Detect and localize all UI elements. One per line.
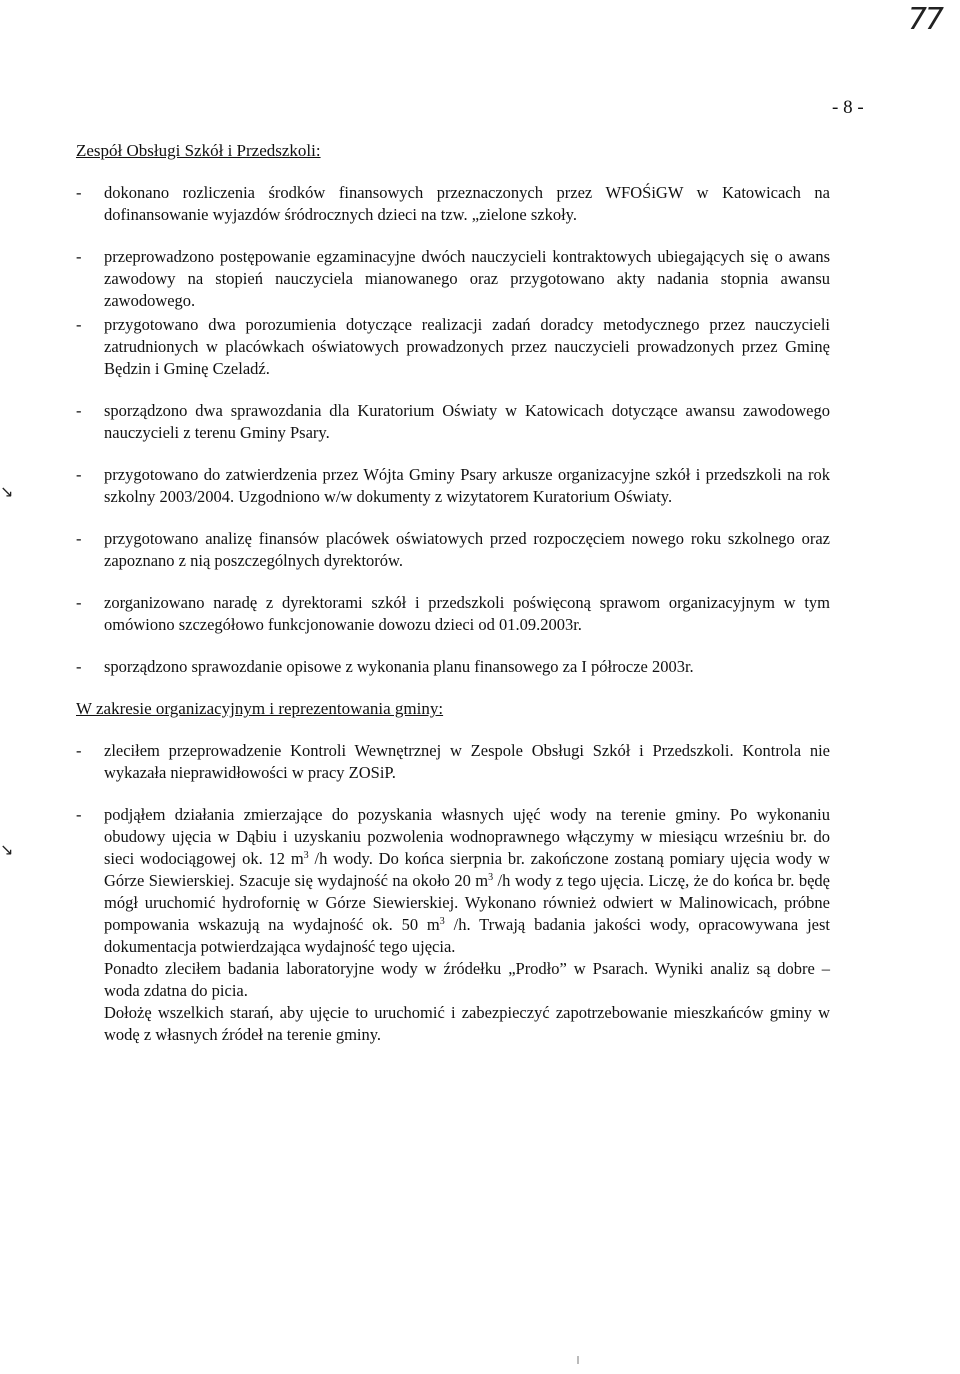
bullet-dash: - (76, 465, 82, 484)
bullet-dash: - (76, 183, 82, 202)
text-run: /h wody z tego ujęcia. Liczę, że do końca br. będę mógł uruchomić hydrofornię w Górze Siewierskiej. Wykonano również odwiert w Malinowicach, próbne pompowania wskazują na wydajność ok. 50 m (104, 871, 830, 934)
bullet-dash: - (76, 315, 82, 334)
list-item (76, 314, 830, 380)
list-item (76, 740, 830, 784)
lab-tests-paragraph: Ponadto zleciłem badania laboratoryjne wody w źródełku „Prodło” w Psarach. Wyniki analiz są dobre – woda zdatna do picia. (104, 959, 830, 1000)
text-run: /h wody. Do końca sierpnia br. zakończone zostaną pomiary ujęcia wody w Górze Siewierskiej. Szacuje się wydajność na około 20 m (104, 849, 831, 890)
list-item (76, 182, 830, 226)
list-item-text: przeprowadzono postępowanie egzaminacyjne dwóch nauczycieli kontraktowych ubiegających się o awans zawodowy na stopień nauczyciela mianowanego oraz przygotowano akty nadania stopnia awansu zawodowego. (104, 247, 830, 310)
organization-activity-list (76, 740, 830, 1046)
list-item (76, 464, 830, 508)
margin-check-mark-2: ↘ (0, 840, 14, 859)
page-number: - 8 - (832, 97, 864, 118)
list-item-text: przygotowano analizę finansów placówek oświatowych przed rozpoczęciem nowego roku szkolnego oraz zapoznano z nią poszczególnych dyrektorów. (104, 529, 830, 570)
zosip-activity-list (76, 182, 830, 678)
list-item (76, 656, 830, 678)
superscript: 3 (439, 916, 445, 927)
bullet-dash: - (76, 529, 82, 548)
bullet-dash: - (76, 593, 82, 612)
margin-check-mark-1: ↘ (0, 482, 14, 501)
list-item (76, 592, 830, 636)
text-run: /h. Trwają badania jakości wody, opracowywana jest dokumentacja potwierdzająca wydajność tego ujęcia. (104, 915, 830, 956)
list-item (76, 246, 830, 312)
bullet-dash: - (76, 805, 82, 824)
list-item (76, 528, 830, 572)
superscript: 3 (303, 850, 309, 861)
bullet-dash: - (76, 401, 82, 420)
list-item-text: dokonano rozliczenia środków finansowych przeznaczonych przez WFOŚiGW w Katowicach na dofinansowanie wyjazdów śródrocznych dzieci na tzw. „zielone szkoły. (104, 183, 830, 224)
commitment-paragraph: Dołożę wszelkich starań, aby ujęcie to uruchomić i zabezpieczyć zapotrzebowanie mieszkańców gminy w wodę z własnych źródeł na terenie gminy. (104, 1003, 830, 1044)
list-item-text: sporządzono dwa sprawozdania dla Kuratorium Oświaty w Katowicach dotyczące awansu zawodowego nauczycieli z terenu Gminy Psary. (104, 401, 830, 442)
bullet-dash: - (76, 247, 82, 266)
list-item-text: zleciłem przeprowadzenie Kontroli Wewnętrznej w Zespole Obsługi Szkół i Przedszkoli. Kontrola nie wykazała nieprawidłowości w pracy ZOSiP. (104, 741, 830, 782)
section-heading-zosip: Zespół Obsługi Szkół i Przedszkoli: (76, 141, 321, 160)
superscript: 3 (488, 872, 494, 883)
list-item-text: sporządzono sprawozdanie opisowe z wykonania planu finansowego za I półrocze 2003r. (104, 657, 694, 676)
list-item-text: przygotowano dwa porozumienia dotyczące realizacji zadań doradcy metodycznego przez nauczycieli zatrudnionych w placówkach oświatowych prowadzonych przez nauczycieli prowadzonych przez Gminę Będzin i Gminę Czeladź. (104, 315, 830, 378)
list-item (76, 400, 830, 444)
section-heading-organization: W zakresie organizacyjnym i reprezentowania gminy: (76, 699, 444, 718)
list-item-text: zorganizowano naradę z dyrektorami szkół i przedszkoli poświęconą sprawom organizacyjnym w tym omówiono szczegółowo funkcjonowanie dowozu dzieci od 01.09.2003r. (104, 593, 830, 634)
handwritten-page-number: 77 (907, 2, 942, 37)
list-item (76, 804, 830, 1046)
bullet-dash: - (76, 741, 82, 760)
document-body (76, 140, 830, 1066)
bullet-dash: - (76, 657, 82, 676)
scan-artifact (577, 1356, 579, 1364)
text-run: podjąłem działania zmierzające do pozyskania własnych ujęć wody na terenie gminy. Po wykonaniu obudowy ujęcia w Dąbiu i uzyskaniu pozwolenia wodnoprawnego włączymy w miesiącu wrześniu br. do sieci wodociągowej ok. 12 m (104, 805, 830, 868)
list-item-text: przygotowano do zatwierdzenia przez Wójta Gminy Psary arkusze organizacyjne szkół i przedszkoli na rok szkolny 2003/2004. Uzgodniono w/w dokumenty z wizytatorem Kuratorium Oświaty. (104, 465, 830, 506)
water-intake-paragraph (104, 804, 830, 958)
